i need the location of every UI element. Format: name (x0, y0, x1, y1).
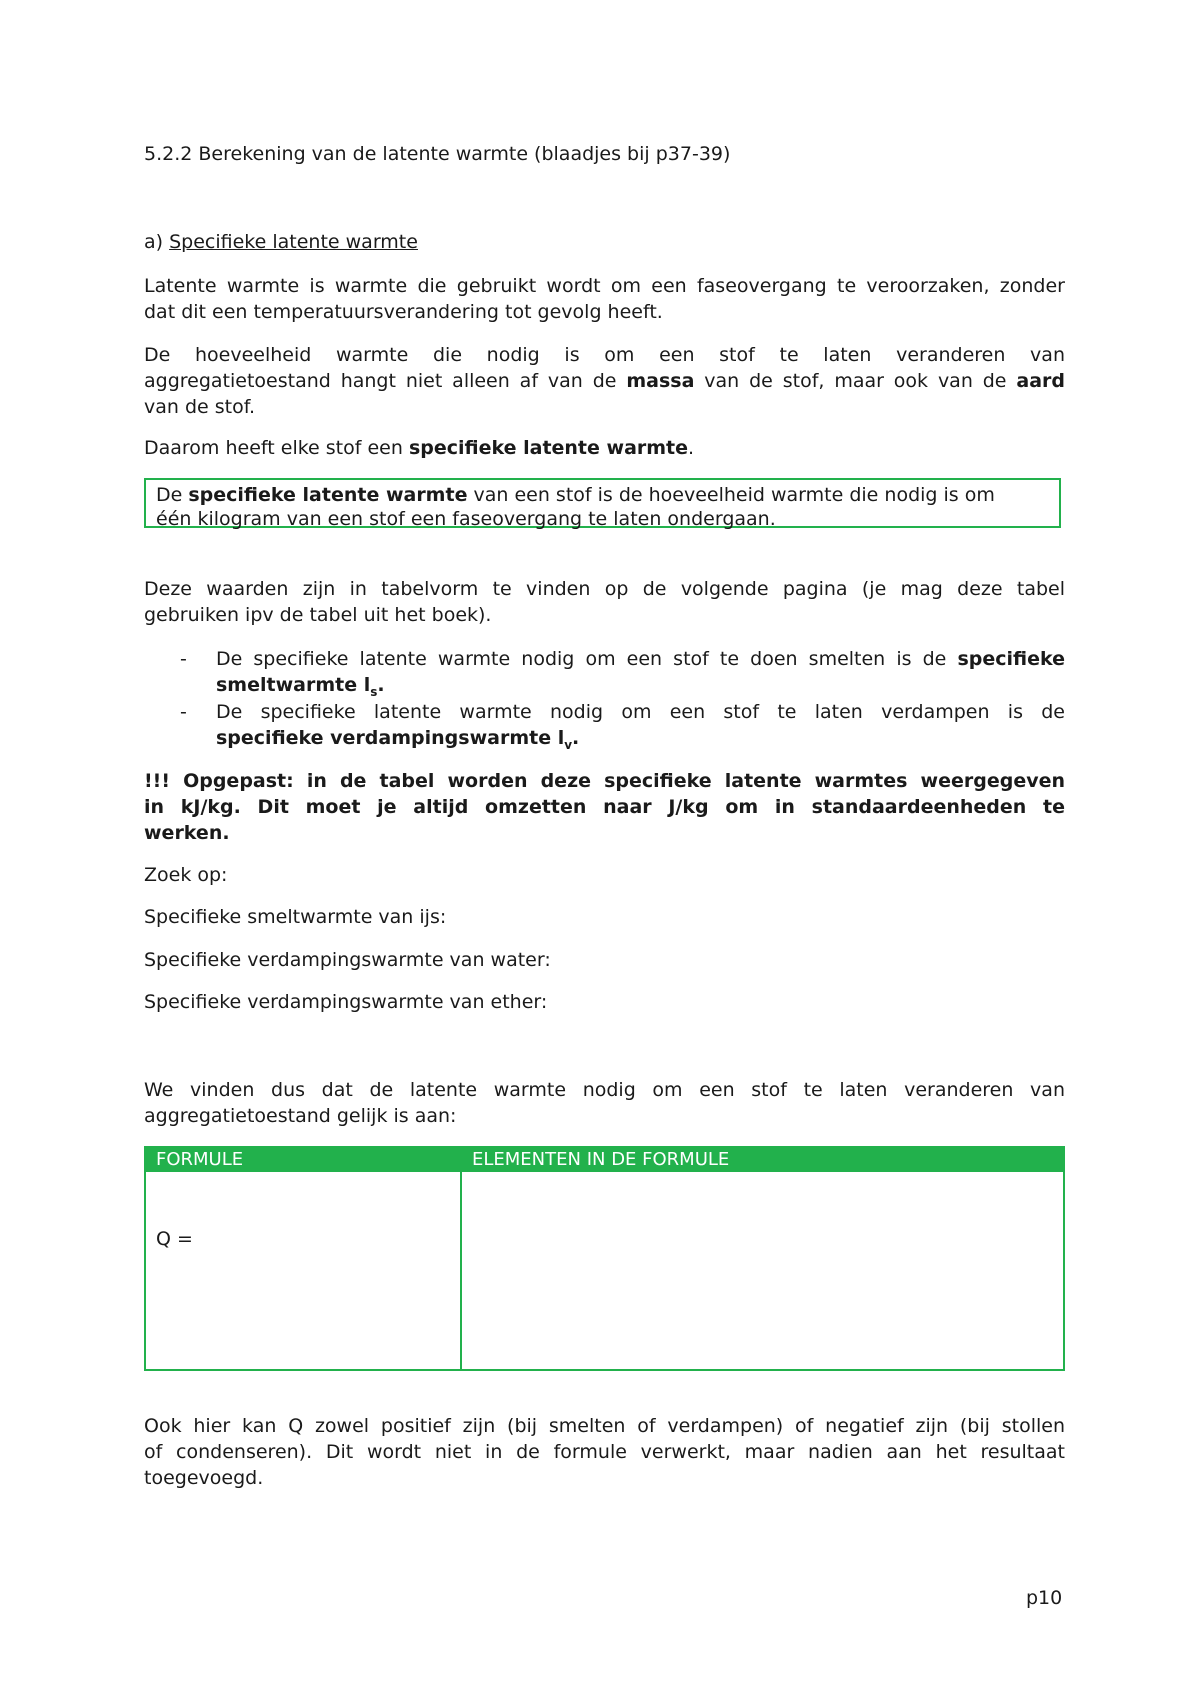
paragraph-table-reference (144, 576, 1065, 628)
paragraph-line: dat dit een temperatuursverandering tot gevolg heeft. (144, 301, 663, 323)
bold-term-aard: aard (1016, 370, 1066, 392)
warning-line: werken. (144, 822, 230, 844)
text-run: . (572, 727, 580, 749)
formula-table (144, 1146, 1065, 1371)
text-run: . (377, 674, 385, 696)
paragraph-heat-amount (144, 342, 1065, 420)
lookup-item-ether: Specifieke verdampingswarmte van ether: (144, 991, 548, 1013)
text-run: De specifieke latente warmte nodig om een stof te doen smelten is de (216, 648, 958, 670)
definition-box (144, 478, 1061, 528)
formula-cell: Q = (156, 1228, 193, 1250)
paragraph-line: We vinden dus dat de latente warmte nodig om een stof te laten veranderen van (144, 1079, 1065, 1101)
paragraph-line: toegevoegd. (144, 1467, 264, 1489)
list-dash: - (180, 648, 187, 670)
lookup-item-water: Specifieke verdampingswarmte van water: (144, 949, 551, 971)
list-item-line (216, 646, 1065, 672)
formula-column-header: FORMULE (156, 1149, 244, 1170)
warning-note (144, 768, 1065, 846)
text-run: aggregatietoestand hangt niet alleen af van de (144, 370, 627, 392)
list-item-text (216, 646, 1065, 705)
definition-line: één kilogram van een stof een faseovergang te laten ondergaan. (156, 508, 776, 530)
lookup-item-ice: Specifieke smeltwarmte van ijs: (144, 906, 447, 928)
subsection-title-text: Specifieke latente warmte (169, 231, 418, 253)
warning-line: !!! Opgepast: in de tabel worden deze specifieke latente warmtes weergegeven (144, 770, 1065, 792)
paragraph-line: of condenseren). Dit wordt niet in de formule verwerkt, maar nadien aan het resultaat (144, 1441, 1065, 1463)
subscript: s (370, 684, 378, 699)
list-item-line (216, 725, 1065, 758)
list-item (144, 646, 1065, 698)
elements-column-header: ELEMENTEN IN DE FORMULE (472, 1149, 730, 1170)
text-run: van de stof, maar ook van de (694, 370, 1017, 392)
text-run: Daarom heeft elke stof een (144, 437, 409, 459)
subsection-prefix: a) (144, 231, 170, 253)
definition-line (156, 483, 1049, 507)
bold-term-specific-latent-heat: specifieke latente warmte (408, 437, 689, 459)
section-heading: 5.2.2 Berekening van de latente warmte (blaadjes bij p37-39) (144, 143, 731, 165)
page-number: p10 (1026, 1587, 1063, 1609)
text-run: De (156, 484, 189, 506)
paragraph-line: gebruiken ipv de tabel uit het boek). (144, 604, 492, 626)
paragraph-line: De hoeveelheid warmte die nodig is om een stof te laten veranderen van (144, 344, 1065, 366)
text-run: van een stof is de hoeveelheid warmte die nodig is om (467, 484, 995, 506)
list-item-line: De specifieke latente warmte nodig om een stof te laten verdampen is de (216, 701, 1065, 723)
formula-table-header (146, 1148, 1063, 1172)
paragraph-line: van de stof. (144, 396, 256, 418)
paragraph-sign-note (144, 1413, 1065, 1491)
paragraph-specific-latent-heat (144, 437, 694, 459)
paragraph-line: Latente warmte is warmte die gebruikt wordt om een faseovergang te veroorzaken, zonder (144, 275, 1065, 297)
paragraph-line: aggregatietoestand gelijk is aan: (144, 1105, 457, 1127)
paragraph-latent-heat-definition (144, 273, 1065, 325)
paragraph-line (144, 368, 1065, 394)
bold-term-smeltwarmte: smeltwarmte l (216, 674, 371, 696)
list-item (144, 699, 1065, 751)
list-item-text (216, 699, 1065, 758)
warning-line: in kJ/kg. Dit moet je altijd omzetten naar J/kg om in standaardeenheden te (144, 796, 1065, 818)
list-dash: - (180, 701, 187, 723)
subsection-title (144, 231, 418, 253)
paragraph-line: Ook hier kan Q zowel positief zijn (bij smelten of verdampen) of negatief zijn (bij stollen (144, 1415, 1065, 1437)
bold-term-verdampingswarmte: specifieke verdampingswarmte l (216, 727, 565, 749)
bold-term: specifieke (957, 648, 1065, 670)
paragraph-line: Deze waarden zijn in tabelvorm te vinden op de volgende pagina (je mag deze tabel (144, 578, 1065, 600)
table-column-divider (460, 1172, 462, 1369)
paragraph-formula-intro (144, 1077, 1065, 1129)
bold-term-definition: specifieke latente warmte (188, 484, 468, 506)
text-run: . (688, 437, 695, 459)
bold-term-massa: massa (626, 370, 695, 392)
lookup-intro: Zoek op: (144, 864, 228, 886)
subscript: v (564, 737, 573, 752)
